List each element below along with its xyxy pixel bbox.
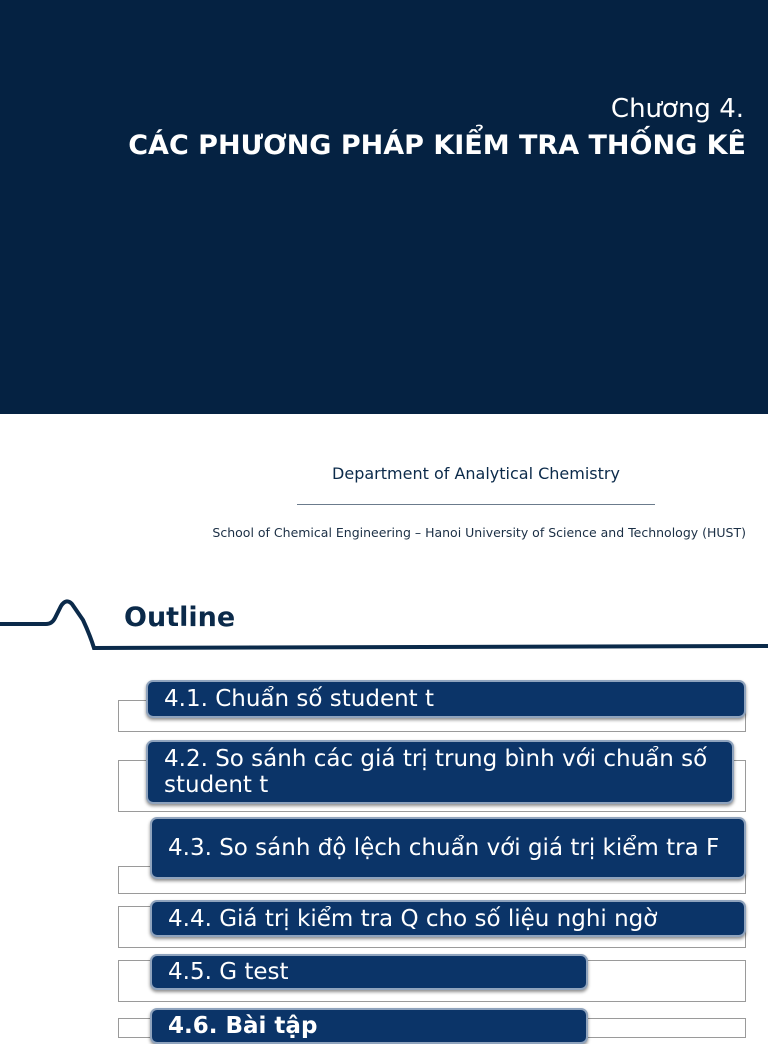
outline-item[interactable] <box>150 900 746 937</box>
outline-title: Outline <box>124 602 236 633</box>
divider-line <box>297 504 655 505</box>
title-banner <box>0 0 768 414</box>
outline-item[interactable] <box>146 680 746 718</box>
outline-item-label: 4.4. Giá trị kiểm tra Q cho số liệu nghi ngờ <box>168 905 658 932</box>
chapter-title: CÁC PHƯƠNG PHÁP KIỂM TRA THỐNG KÊ <box>128 130 746 161</box>
outline-item[interactable] <box>150 1008 588 1044</box>
outline-item-label: 4.2. So sánh các giá trị trung bình với chuẩn số student t <box>164 746 708 798</box>
outline-wave-line <box>0 590 768 660</box>
school-name: School of Chemical Engineering – Hanoi University of Science and Technology (HUST) <box>212 525 746 540</box>
outline-item[interactable] <box>146 740 734 804</box>
outline-item-label: 4.3. So sánh độ lệch chuẩn với giá trị kiểm tra F <box>168 835 720 861</box>
outline-item-label: 4.5. G test <box>168 959 289 985</box>
outline-item-label: 4.1. Chuẩn số student t <box>164 686 435 712</box>
outline-item-label: 4.6. Bài tập <box>168 1013 318 1039</box>
outline-item[interactable] <box>150 817 746 879</box>
outline-item[interactable] <box>150 954 588 990</box>
chapter-label: Chương 4. <box>610 94 744 124</box>
department-name: Department of Analytical Chemistry <box>332 464 620 483</box>
